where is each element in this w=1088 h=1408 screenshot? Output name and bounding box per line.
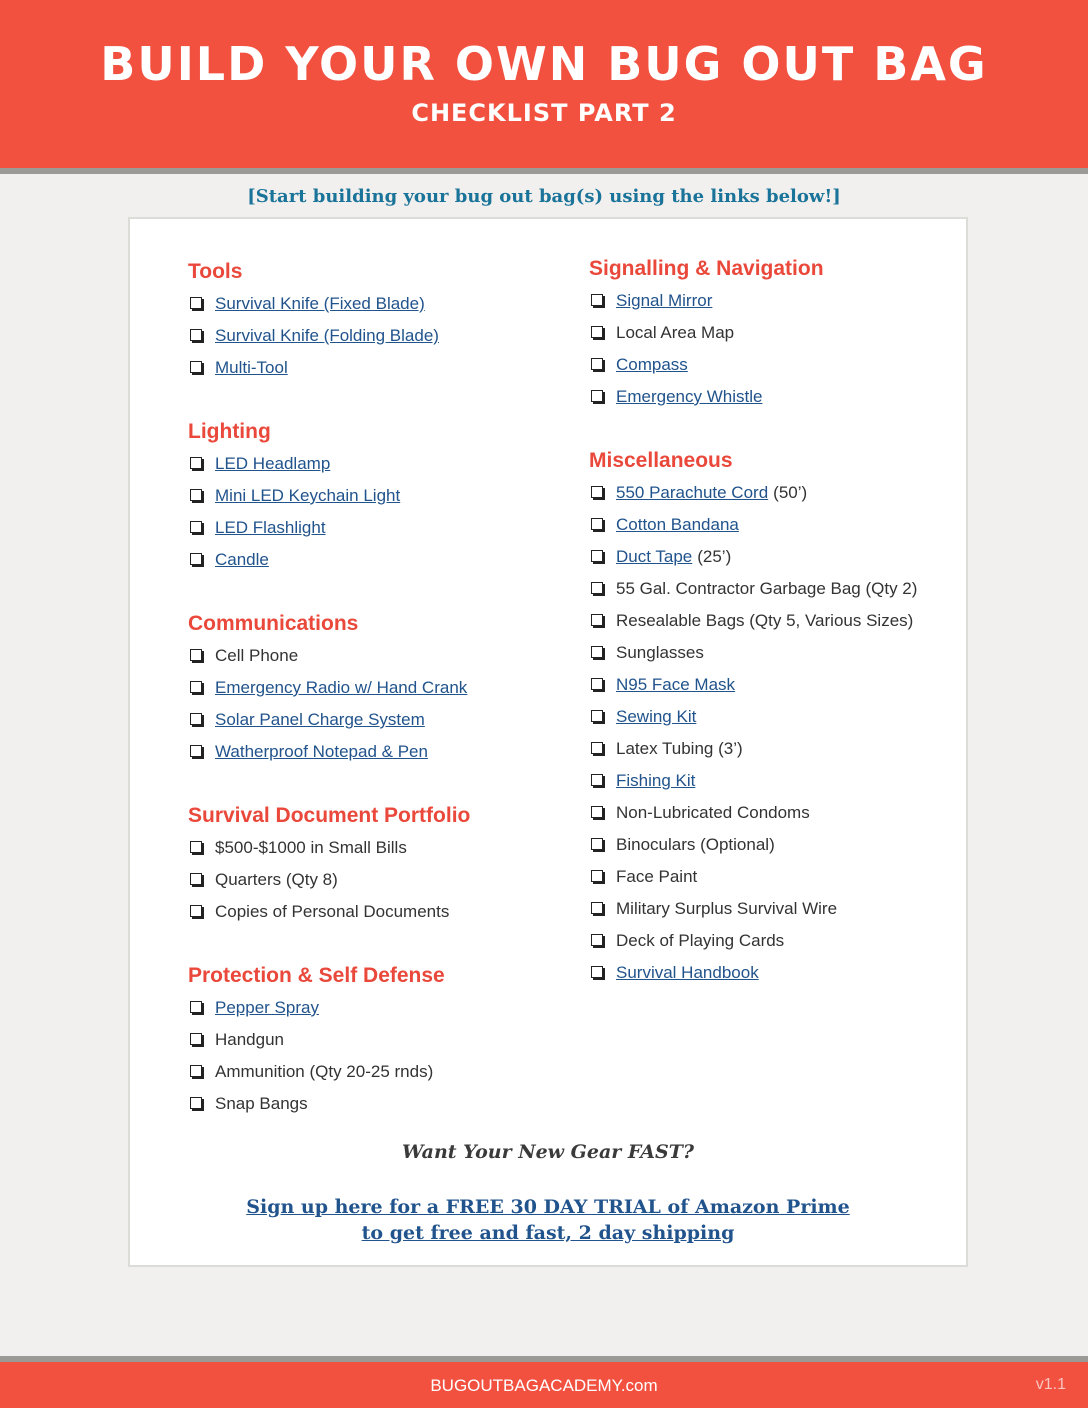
checklist-item — [589, 477, 917, 509]
checkbox-icon[interactable] — [190, 489, 202, 501]
checklist-item — [589, 733, 917, 765]
item-suffix: (50’) — [773, 483, 808, 502]
checklist-item — [589, 349, 824, 381]
item-link[interactable]: Candle — [215, 550, 269, 569]
checkbox-icon[interactable] — [591, 902, 603, 914]
checkbox-icon[interactable] — [591, 870, 603, 882]
checklist-item — [188, 864, 470, 896]
checkbox-icon[interactable] — [190, 745, 202, 757]
item-link[interactable]: Survival Handbook — [616, 963, 759, 982]
checkbox-icon[interactable] — [591, 390, 603, 402]
item-label: Face Paint — [616, 867, 698, 886]
section-lighting — [188, 416, 400, 576]
item-label: Resealable Bags (Qty 5, Various Sizes) — [616, 611, 914, 630]
section-title: Communications — [188, 612, 359, 635]
intro-text: [Start building your bug out bag(s) using the links below!] — [247, 186, 841, 207]
item-link[interactable]: Cotton Bandana — [616, 515, 739, 534]
page-header — [0, 0, 1088, 174]
checklist-item — [188, 288, 439, 320]
checkbox-icon[interactable] — [591, 742, 603, 754]
checkbox-icon[interactable] — [190, 905, 202, 917]
item-label: Deck of Playing Cards — [616, 931, 785, 950]
item-link[interactable]: Emergency Radio w/ Hand Crank — [215, 678, 468, 697]
item-link[interactable]: 550 Parachute Cord — [616, 483, 769, 502]
checkbox-icon[interactable] — [190, 361, 202, 373]
item-link[interactable]: Survival Knife (Folding Blade) — [215, 326, 439, 345]
item-label: Copies of Personal Documents — [215, 902, 450, 921]
item-link[interactable]: Signal Mirror — [616, 291, 713, 310]
checklist-item — [188, 512, 400, 544]
checklist-item — [188, 352, 439, 384]
checklist-item — [188, 1056, 445, 1088]
item-label: 55 Gal. Contractor Garbage Bag (Qty 2) — [616, 579, 918, 598]
section-title: Protection & Self Defense — [188, 964, 445, 987]
checklist-item — [188, 992, 445, 1024]
checkbox-icon[interactable] — [591, 358, 603, 370]
checklist-item — [589, 765, 917, 797]
item-link[interactable]: Sewing Kit — [616, 707, 697, 726]
checklist-item — [188, 896, 470, 928]
checklist-item — [589, 317, 824, 349]
checklist-item — [188, 320, 439, 352]
item-label: Sunglasses — [616, 643, 704, 662]
checklist-card — [128, 217, 968, 1267]
checkbox-icon[interactable] — [190, 1065, 202, 1077]
checkbox-icon[interactable] — [591, 966, 603, 978]
section-title: Survival Document Portfolio — [188, 804, 471, 827]
checkbox-icon[interactable] — [190, 1001, 202, 1013]
checklist-item — [589, 925, 917, 957]
checkbox-icon[interactable] — [591, 806, 603, 818]
checklist-item — [589, 637, 917, 669]
section-protection — [188, 960, 445, 1120]
item-suffix: (25’) — [697, 547, 732, 566]
checklist-item — [589, 829, 917, 861]
checkbox-icon[interactable] — [591, 838, 603, 850]
prime-trial-link[interactable] — [130, 1194, 966, 1246]
item-label: Quarters (Qty 8) — [215, 870, 338, 889]
checkbox-icon[interactable] — [591, 678, 603, 690]
section-signalling — [589, 253, 824, 413]
checklist-item — [188, 672, 467, 704]
item-link[interactable]: Mini LED Keychain Light — [215, 486, 401, 505]
item-link[interactable]: LED Flashlight — [215, 518, 326, 537]
checkbox-icon[interactable] — [190, 297, 202, 309]
section-title: Tools — [188, 260, 243, 283]
checklist-item — [589, 701, 917, 733]
checkbox-icon[interactable] — [190, 841, 202, 853]
checklist-item — [589, 573, 917, 605]
checklist-item — [589, 381, 824, 413]
checklist-item — [589, 605, 917, 637]
footer-site: BUGOUTBAGACADEMY.com — [430, 1376, 658, 1395]
checkbox-icon[interactable] — [591, 710, 603, 722]
item-link[interactable]: Solar Panel Charge System — [215, 710, 425, 729]
section-tools — [188, 256, 439, 384]
item-label: Local Area Map — [616, 323, 735, 342]
checkbox-icon[interactable] — [190, 873, 202, 885]
promo-question: Want Your New Gear FAST? — [401, 1141, 694, 1163]
checkbox-icon[interactable] — [190, 713, 202, 725]
checkbox-icon[interactable] — [190, 521, 202, 533]
page-subtitle: CHECKLIST PART 2 — [411, 99, 677, 127]
item-label: Handgun — [215, 1030, 285, 1049]
item-link[interactable]: N95 Face Mask — [616, 675, 736, 694]
item-link[interactable]: Pepper Spray — [215, 998, 319, 1017]
checkbox-icon[interactable] — [591, 934, 603, 946]
item-link[interactable]: Compass — [616, 355, 688, 374]
item-label: Snap Bangs — [215, 1094, 308, 1113]
page-footer — [0, 1356, 1088, 1408]
section-title: Miscellaneous — [589, 449, 733, 472]
item-link[interactable]: Multi-Tool — [215, 358, 288, 377]
checklist-item — [589, 285, 824, 317]
section-title: Lighting — [188, 420, 271, 443]
item-label: $500-$1000 in Small Bills — [215, 838, 407, 857]
section-communications — [188, 608, 467, 768]
checkbox-icon[interactable] — [591, 582, 603, 594]
prime-link-line-1[interactable]: Sign up here for a FREE 30 DAY TRIAL of Amazon Prime — [246, 1196, 850, 1218]
checkbox-icon[interactable] — [591, 550, 603, 562]
checkbox-icon[interactable] — [591, 614, 603, 626]
item-label: Binoculars (Optional) — [616, 835, 775, 854]
checklist-item — [589, 541, 917, 573]
item-link[interactable]: Emergency Whistle — [616, 387, 763, 406]
checklist-item — [188, 480, 400, 512]
item-label: Latex Tubing (3’) — [616, 739, 743, 758]
checklist-item — [188, 736, 467, 768]
checkbox-icon[interactable] — [591, 294, 603, 306]
checkbox-icon[interactable] — [591, 518, 603, 530]
checkbox-icon[interactable] — [591, 774, 603, 786]
item-link[interactable]: Watherproof Notepad & Pen — [215, 742, 428, 761]
checklist-item — [188, 448, 400, 480]
checklist-item — [188, 640, 467, 672]
checkbox-icon[interactable] — [190, 1097, 202, 1109]
checkbox-icon[interactable] — [190, 457, 202, 469]
checklist-item — [188, 544, 400, 576]
item-link[interactable]: Survival Knife (Fixed Blade) — [215, 294, 425, 313]
section-title: Signalling & Navigation — [589, 257, 824, 280]
checkbox-icon[interactable] — [591, 646, 603, 658]
item-label: Military Surplus Survival Wire — [616, 899, 838, 918]
checkbox-icon[interactable] — [190, 329, 202, 341]
checklist-item — [589, 893, 917, 925]
checkbox-icon[interactable] — [190, 649, 202, 661]
checkbox-icon[interactable] — [591, 486, 603, 498]
item-link[interactable]: LED Headlamp — [215, 454, 331, 473]
checklist-item — [188, 832, 470, 864]
checklist-item — [188, 704, 467, 736]
checklist-item — [589, 861, 917, 893]
page-title: BUILD YOUR OWN BUG OUT BAG — [100, 37, 988, 91]
checklist-item — [589, 957, 917, 989]
checkbox-icon[interactable] — [190, 553, 202, 565]
section-misc — [589, 445, 917, 989]
item-link[interactable]: Fishing Kit — [616, 771, 696, 790]
prime-link-line-2[interactable]: to get free and fast, 2 day shipping — [361, 1222, 735, 1244]
item-link[interactable]: Duct Tape — [616, 547, 693, 566]
checkbox-icon[interactable] — [190, 681, 202, 693]
item-label: Ammunition (Qty 20-25 rnds) — [215, 1062, 434, 1081]
checklist-item — [589, 669, 917, 701]
item-label: Non-Lubricated Condoms — [616, 803, 810, 822]
checklist-item — [188, 1088, 445, 1120]
footer-version: v1.1 — [1035, 1376, 1066, 1393]
section-documents — [188, 800, 470, 928]
checklist-item — [589, 797, 917, 829]
item-label: Cell Phone — [215, 646, 299, 665]
checkbox-icon[interactable] — [591, 326, 603, 338]
checklist-item — [188, 1024, 445, 1056]
checklist-item — [589, 509, 917, 541]
checkbox-icon[interactable] — [190, 1033, 202, 1045]
